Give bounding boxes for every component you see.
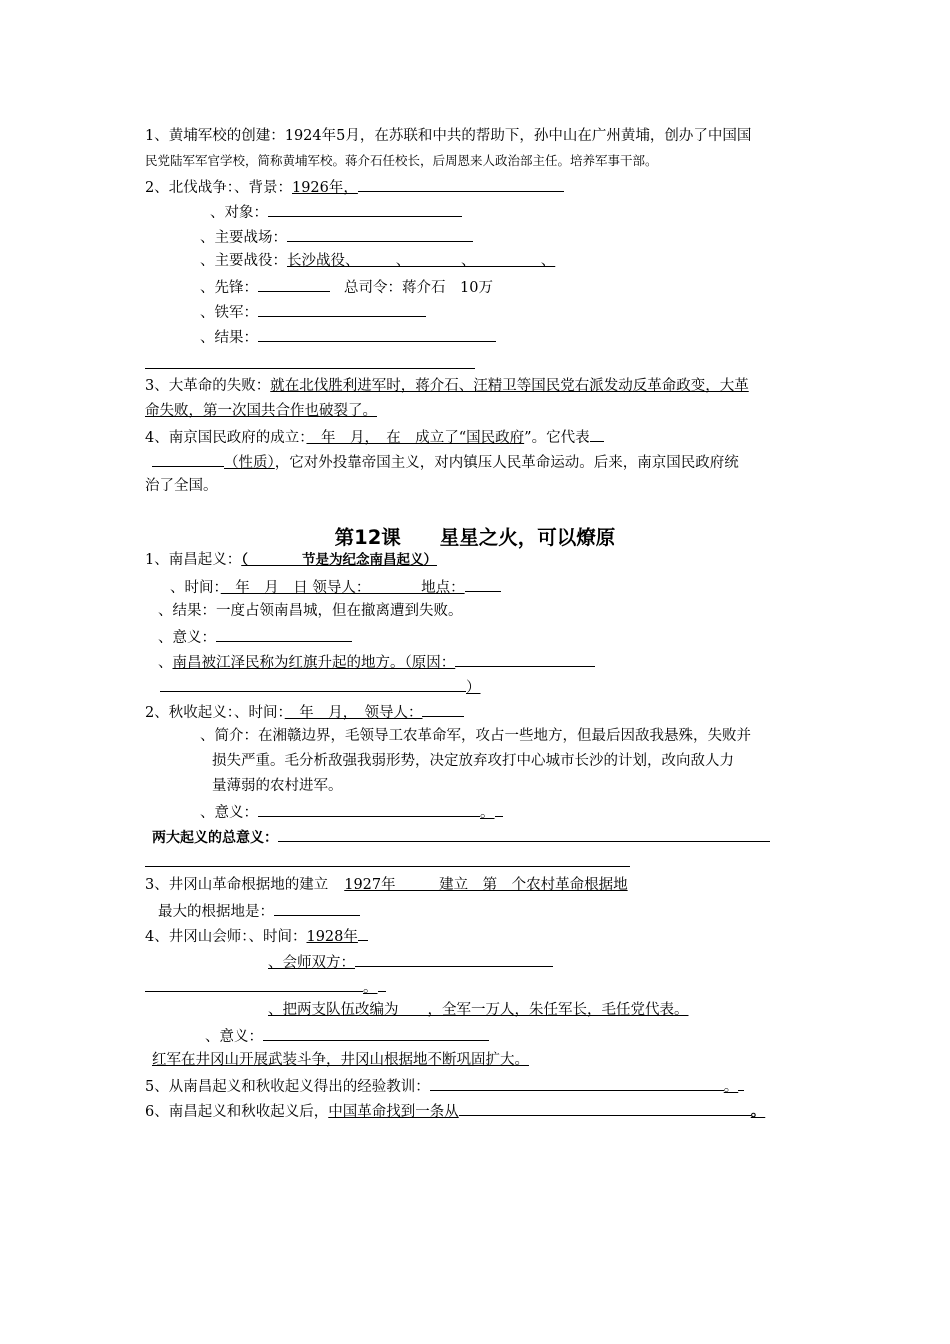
background-value: 1926年， bbox=[291, 180, 358, 196]
answer-line bbox=[145, 866, 630, 867]
nanchang-uprising-head: 1、南昌起义：（ 节是为纪念南昌起义） bbox=[145, 552, 437, 568]
item-4-line-1: 4、南京国民政府的成立： 年 月， 在 成立了“国民政府”。它代表 bbox=[145, 426, 604, 448]
item-2-target: 、对象： bbox=[210, 201, 462, 223]
nanchang-time: 、时间： 年 月 日 领导人： 地点： bbox=[170, 576, 501, 598]
item-4-line-2: （性质），它对外投靠帝国主义，对内镇压人民革命运动。后来，南京国民政府统 bbox=[152, 451, 739, 473]
fill-blank[interactable] bbox=[216, 626, 352, 642]
nanchang-praise: 、南昌被江泽民称为红旗升起的地方。（原因： bbox=[158, 651, 595, 673]
fill-blank[interactable] bbox=[152, 451, 224, 467]
fill-blank[interactable] bbox=[145, 976, 363, 992]
meeting-sides: 、会师双方： bbox=[268, 951, 553, 973]
fill-blank[interactable] bbox=[274, 900, 360, 916]
commemoration-note: （ 节是为纪念南昌起义） bbox=[241, 552, 437, 568]
commander: 总司令：蒋介石 10万 bbox=[344, 280, 493, 296]
fill-blank[interactable] bbox=[455, 651, 595, 667]
nanchang-reason-line: ） bbox=[160, 676, 481, 698]
item-1-line-2: 民党陆军军官学校，简称黄埔军校。蒋介石任校长，后周恩来人政治部主任。培养军事干部。 bbox=[145, 153, 658, 168]
fill-blank[interactable] bbox=[287, 226, 473, 242]
item-3-line-2: 命失败，第一次国共合作也破裂了。 bbox=[145, 403, 377, 419]
nature-label: （性质） bbox=[224, 455, 275, 471]
battles-value: 长沙战役、 、 、 、 bbox=[287, 253, 556, 269]
item-2-iron-army: 、铁军： bbox=[200, 301, 426, 323]
fill-blank[interactable] bbox=[258, 276, 330, 292]
fill-blank[interactable] bbox=[258, 326, 496, 342]
item-2-battles: 、主要战役：长沙战役、 、 、 、 bbox=[200, 253, 556, 269]
lessons-learned: 5、从南昌起义和秋收起义得出的经验教训： 。 bbox=[145, 1075, 744, 1097]
fill-blank[interactable] bbox=[278, 826, 770, 842]
item-2-head: 2、北伐战争：、背景： bbox=[145, 180, 292, 196]
item-3-line-1: 3、大革命的失败：就在北伐胜利进军时，蒋介石、汪精卫等国民党右派发动反革命政变，大革 bbox=[145, 378, 749, 394]
autumn-intro-1: 、简介：在湘赣边界，毛领导工农革命军，攻占一些地方，但最后因敌我悬殊，失败并 bbox=[200, 728, 751, 744]
autumn-harvest-head: 2、秋收起义：、时间： 年 月， 领导人： bbox=[145, 701, 464, 723]
meeting-meaning: 、意义： bbox=[205, 1025, 489, 1047]
fill-blank[interactable] bbox=[263, 1025, 489, 1041]
nanchang-meaning: 、意义： bbox=[158, 626, 352, 648]
item-2-result: 、结果： bbox=[200, 326, 496, 348]
new-path: 6、南昌起义和秋收起义后，中国革命找到一条从 。 bbox=[145, 1100, 765, 1122]
fill-blank[interactable] bbox=[258, 301, 426, 317]
answer-line bbox=[145, 368, 475, 369]
jinggangshan-meeting-head: 4、井冈山会师：、时间：1928年 bbox=[145, 925, 368, 947]
jinggangshan-base: 3、井冈山革命根据地的建立 1927年 建立 第 个农村革命根据地 bbox=[145, 877, 628, 893]
fill-blank[interactable] bbox=[358, 176, 564, 192]
fill-blank[interactable] bbox=[465, 576, 501, 592]
meeting-meaning-value: 红军在井冈山开展武装斗争，井冈山根据地不断巩固扩大。 bbox=[152, 1052, 529, 1068]
fill-blank[interactable] bbox=[459, 1100, 751, 1116]
autumn-intro-3: 量薄弱的农村进军。 bbox=[212, 778, 343, 794]
fill-blank[interactable] bbox=[355, 951, 553, 967]
item-2-background bbox=[145, 176, 564, 198]
autumn-intro-2: 损失严重。毛分析敌强我弱形势，决定放弃攻打中心城市长沙的计划，改向敌人力 bbox=[212, 753, 734, 769]
largest-base: 最大的根据地是： bbox=[158, 900, 360, 922]
item-2-vanguard: 、先锋： 总司令：蒋介石 10万 bbox=[200, 276, 493, 298]
fill-blank[interactable] bbox=[590, 426, 604, 442]
fill-blank[interactable] bbox=[258, 801, 480, 817]
fill-blank[interactable] bbox=[268, 201, 462, 217]
fill-blank[interactable] bbox=[160, 676, 466, 692]
meeting-sides-cont: 。 bbox=[145, 976, 386, 998]
autumn-meaning: 、意义： 。 bbox=[200, 801, 503, 823]
item-2-battlefield: 、主要战场： bbox=[200, 226, 473, 248]
item-4-line-3: 治了全国。 bbox=[145, 478, 218, 494]
item-1-line-1: 1、黄埔军校的创建：1924年5月，在苏联和中共的帮助下，孙中山在广州黄埔，创办了中国国 bbox=[145, 128, 752, 144]
overall-meaning: 两大起义的总意义： bbox=[152, 826, 770, 848]
fill-blank[interactable] bbox=[422, 701, 464, 717]
lesson-title: 第12课 星星之火，可以燎原 bbox=[334, 526, 616, 549]
meeting-reorganize: 、把两支队伍改编为 ，全军一万人，朱任军长，毛任党代表。 bbox=[268, 1002, 689, 1018]
nanchang-result: 、结果：一度占领南昌城，但在撤离遭到失败。 bbox=[158, 603, 463, 619]
fill-blank[interactable] bbox=[430, 1075, 724, 1091]
